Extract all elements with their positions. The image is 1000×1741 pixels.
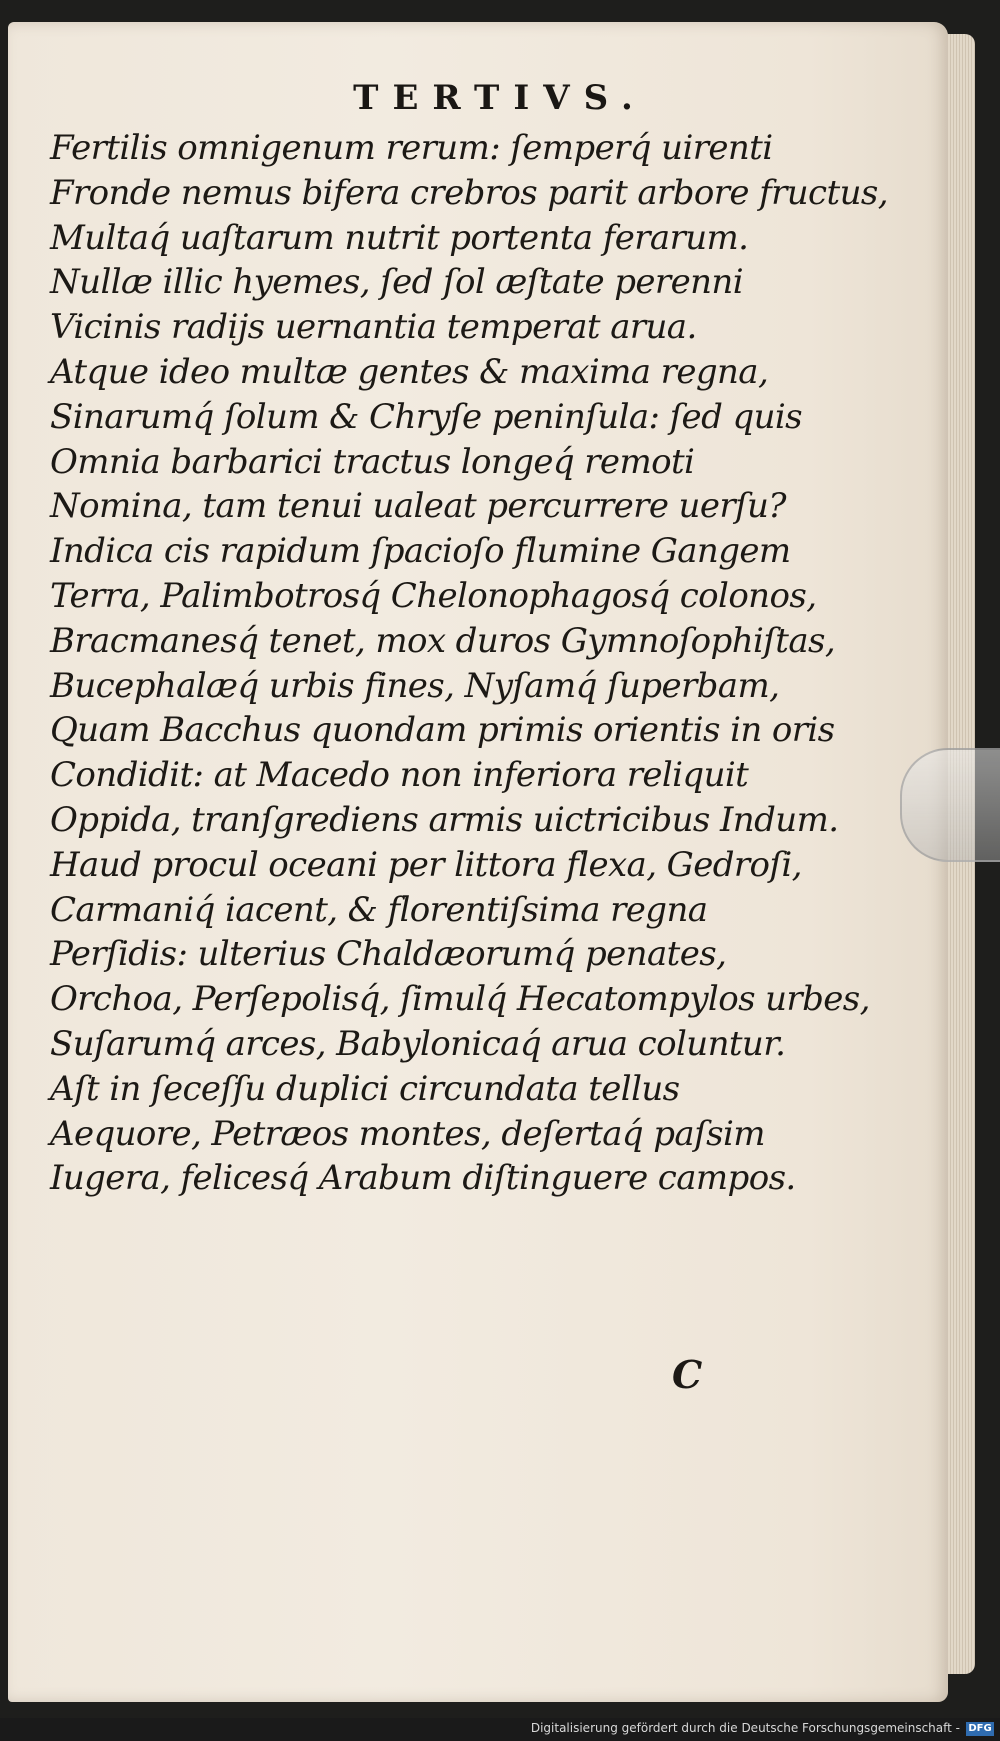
verse-line: Perſidis: ulterius Chaldæorumq́ penates, [50,934,727,975]
verse-list [50,126,900,1201]
verse-line: Fertilis omnigenum rerum: ſemperq́ uirenti [50,128,773,168]
running-head: TERTIVS. [353,78,647,118]
verse-line: Condidit: at Macedo non inferiora reliquit [50,755,749,796]
verse-line: Bucephalæq́ urbis fines, Nyſamq́ ſuperbam, [50,665,780,706]
verse-line: Terra, Palimbotrosq́ Chelonophagosq́ colonos, [50,575,817,616]
verse-line: Orchoa, Perſepolisq́, ſimulq́ Hecatompylos urbes, [50,979,870,1020]
verse-line: Aſt in ſeceſſu duplici circundata tellus [50,1068,680,1109]
verse-line: Suſarumq́ arces, Babylonicaq́ arua coluntur. [50,1023,786,1064]
verse-line: Omnia barbarici tractus longeq́ remoti [50,441,695,482]
verse-line: Haud procul oceani per littora flexa, Gedroſi, [50,844,802,885]
page-clip [900,748,1000,862]
signature-mark: C [672,1352,703,1397]
verse-line: Oppida, tranſgrediens armis uictricibus Indum. [50,799,839,840]
dfg-logo-icon: DFG [966,1722,994,1736]
verse-line: Quam Bacchus quondam primis orientis in oris [50,710,835,751]
verse-line: Aequore, Petræos montes, deſertaq́ paſsim [50,1113,765,1154]
verse-line: Sinarumq́ ſolum & Chryſe peninſula: ſed quis [50,396,803,437]
funding-credit: Digitalisierung gefördert durch die Deutsche Forschungsgemeinschaft - [530,1721,960,1735]
footer-bar [0,1718,1000,1741]
verse-line: Bracmanesq́ tenet, mox duros Gymnoſophiſtas, [50,620,836,661]
verse-line: Iugera, felicesq́ Arabum diſtinguere campos. [50,1158,796,1199]
verse-line: Nomina, tam tenui ualeat percurrere uerſu? [50,486,786,527]
verse-line: Vicinis radijs uernantia temperat arua. [50,307,697,348]
verse-line: Nullæ illic hyemes, ſed ſol æſtate perenni [50,262,743,303]
verse-line: Multaq́ uaſtarum nutrit portenta ferarum. [50,217,749,258]
verse-line: Atque ideo multæ gentes & maxima regna, [50,351,769,392]
verse-line: Fronde nemus bifera crebros parit arbore fructus, [50,172,888,213]
verse-line: Indica cis rapidum ſpacioſo flumine Gangem [50,531,791,572]
verse-line: Carmaniq́ iacent, & florentiſsima regna [50,889,708,930]
